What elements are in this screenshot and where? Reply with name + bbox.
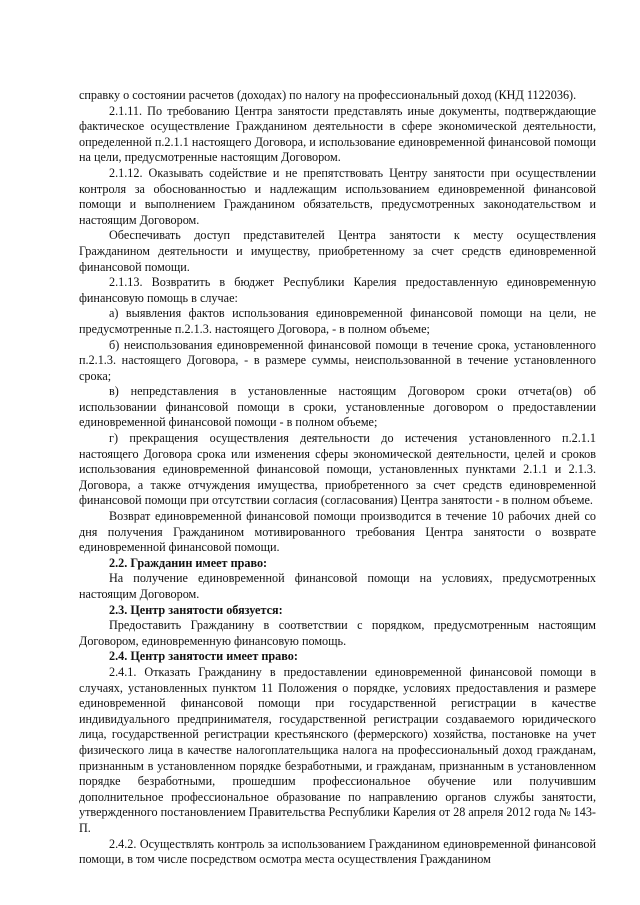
paragraph: справку о состоянии расчетов (доходах) по налогу на профессиональный доход (КНД 1122036). [79,88,577,102]
section-heading: 2.4. Центр занятости имеет право: [109,649,298,664]
paragraph: На получение единовременной финансовой помощи на условиях, предусмотренных настоящим Договором. [79,571,596,601]
paragraph: 2.1.12. Оказывать содействие и не препятствовать Центру занятости при осуществлении контроля за обоснованностью и надлежащим использованием единовременной финансовой помощи и выполнением Гражданином обязательств, предусмотренных законодательством и настоящим Договором. [79,165,596,227]
paragraph: Предоставить Гражданину в соответствии с порядком, предусмотренным настоящим Договором, единовременную финансовую помощь. [79,618,596,648]
paragraph: г) прекращения осуществления деятельности до истечения установленного п.2.1.1 настоящего Договора срока или изменения сферы экономической деятельности, целей и сроков использования единовременной финансовой помощи, установленных пунктами 2.1.1 и 2.1.3. Договора, а также отчуждения имущества, приобретенного за счет средств единовременной финансовой помощи при отсутствии согласия (согласования) Центра занятости - в полном объеме. [79,431,596,508]
paragraph: б) неиспользования единовременной финансовой помощи в течение срока, установленного п.2.1.3. настоящего Договора, - в размере суммы, неиспользованной в течение установленного срока; [79,337,596,383]
document-body [79,88,596,868]
paragraph: а) выявления фактов использования единовременной финансовой помощи на цели, не предусмотренные п.2.1.3. настоящего Договора, - в полном объеме; [79,306,596,336]
paragraph: Возврат единовременной финансовой помощи производится в течение 10 рабочих дней со дня получения Гражданином мотивированного требования Центра занятости о возврате единовременной финансовой помощи. [79,509,596,555]
paragraph: Обеспечивать доступ представителей Центра занятости к месту осуществления Гражданином деятельности и имуществу, приобретенному за счет средств единовременной финансовой помощи. [79,228,596,274]
paragraph: в) непредставления в установленные настоящим Договором сроки отчета(ов) об использовании финансовой помощи в сроки, установленные договором о предоставлении единовременной финансовой помощи - в полном объеме; [79,384,596,430]
section-heading: 2.3. Центр занятости обязуется: [109,602,283,617]
paragraph: 2.4.2. Осуществлять контроль за использованием Гражданином единовременной финансовой помощи, в том числе посредством осмотра места осуществления Гражданином [79,836,596,867]
section-heading: 2.2. Гражданин имеет право: [109,555,268,570]
paragraph: 2.1.13. Возвратить в бюджет Республики Карелия предоставленную единовременную финансовую помощь в случае: [79,275,596,305]
paragraph: 2.1.11. По требованию Центра занятости представлять иные документы, подтверждающие фактическое осуществление Гражданином деятельности в сфере экономической деятельности, определенной п.2.1.1 настоящего Договора, и использование единовременной финансовой помощи на цели, предусмотренные настоящим Договором. [79,103,596,165]
paragraph: 2.4.1. Отказать Гражданину в предоставлении единовременной финансовой помощи в случаях, установленных пунктом 11 Положения о порядке, условиях предоставления и размере единовременной финансовой помощи при государственной регистрации в качестве индивидуального предпринимателя, государственной регистрации создаваемого юридического лица, государственной регистрации крестьянского (фермерского) хозяйства, постановке на учет физического лица в качестве налогоплательщика налога на профессиональный доход гражданам, признанным в установленном порядке безработными, и гражданам, признанным в установленном порядке безработными, прошедшим профессиональное обучение или получившим дополнительное профессиональное образование по направлению органов службы занятости, утвержденного постановлением Правительства Республики Карелия от 28 апреля 2012 года № 143-П. [79,664,596,835]
